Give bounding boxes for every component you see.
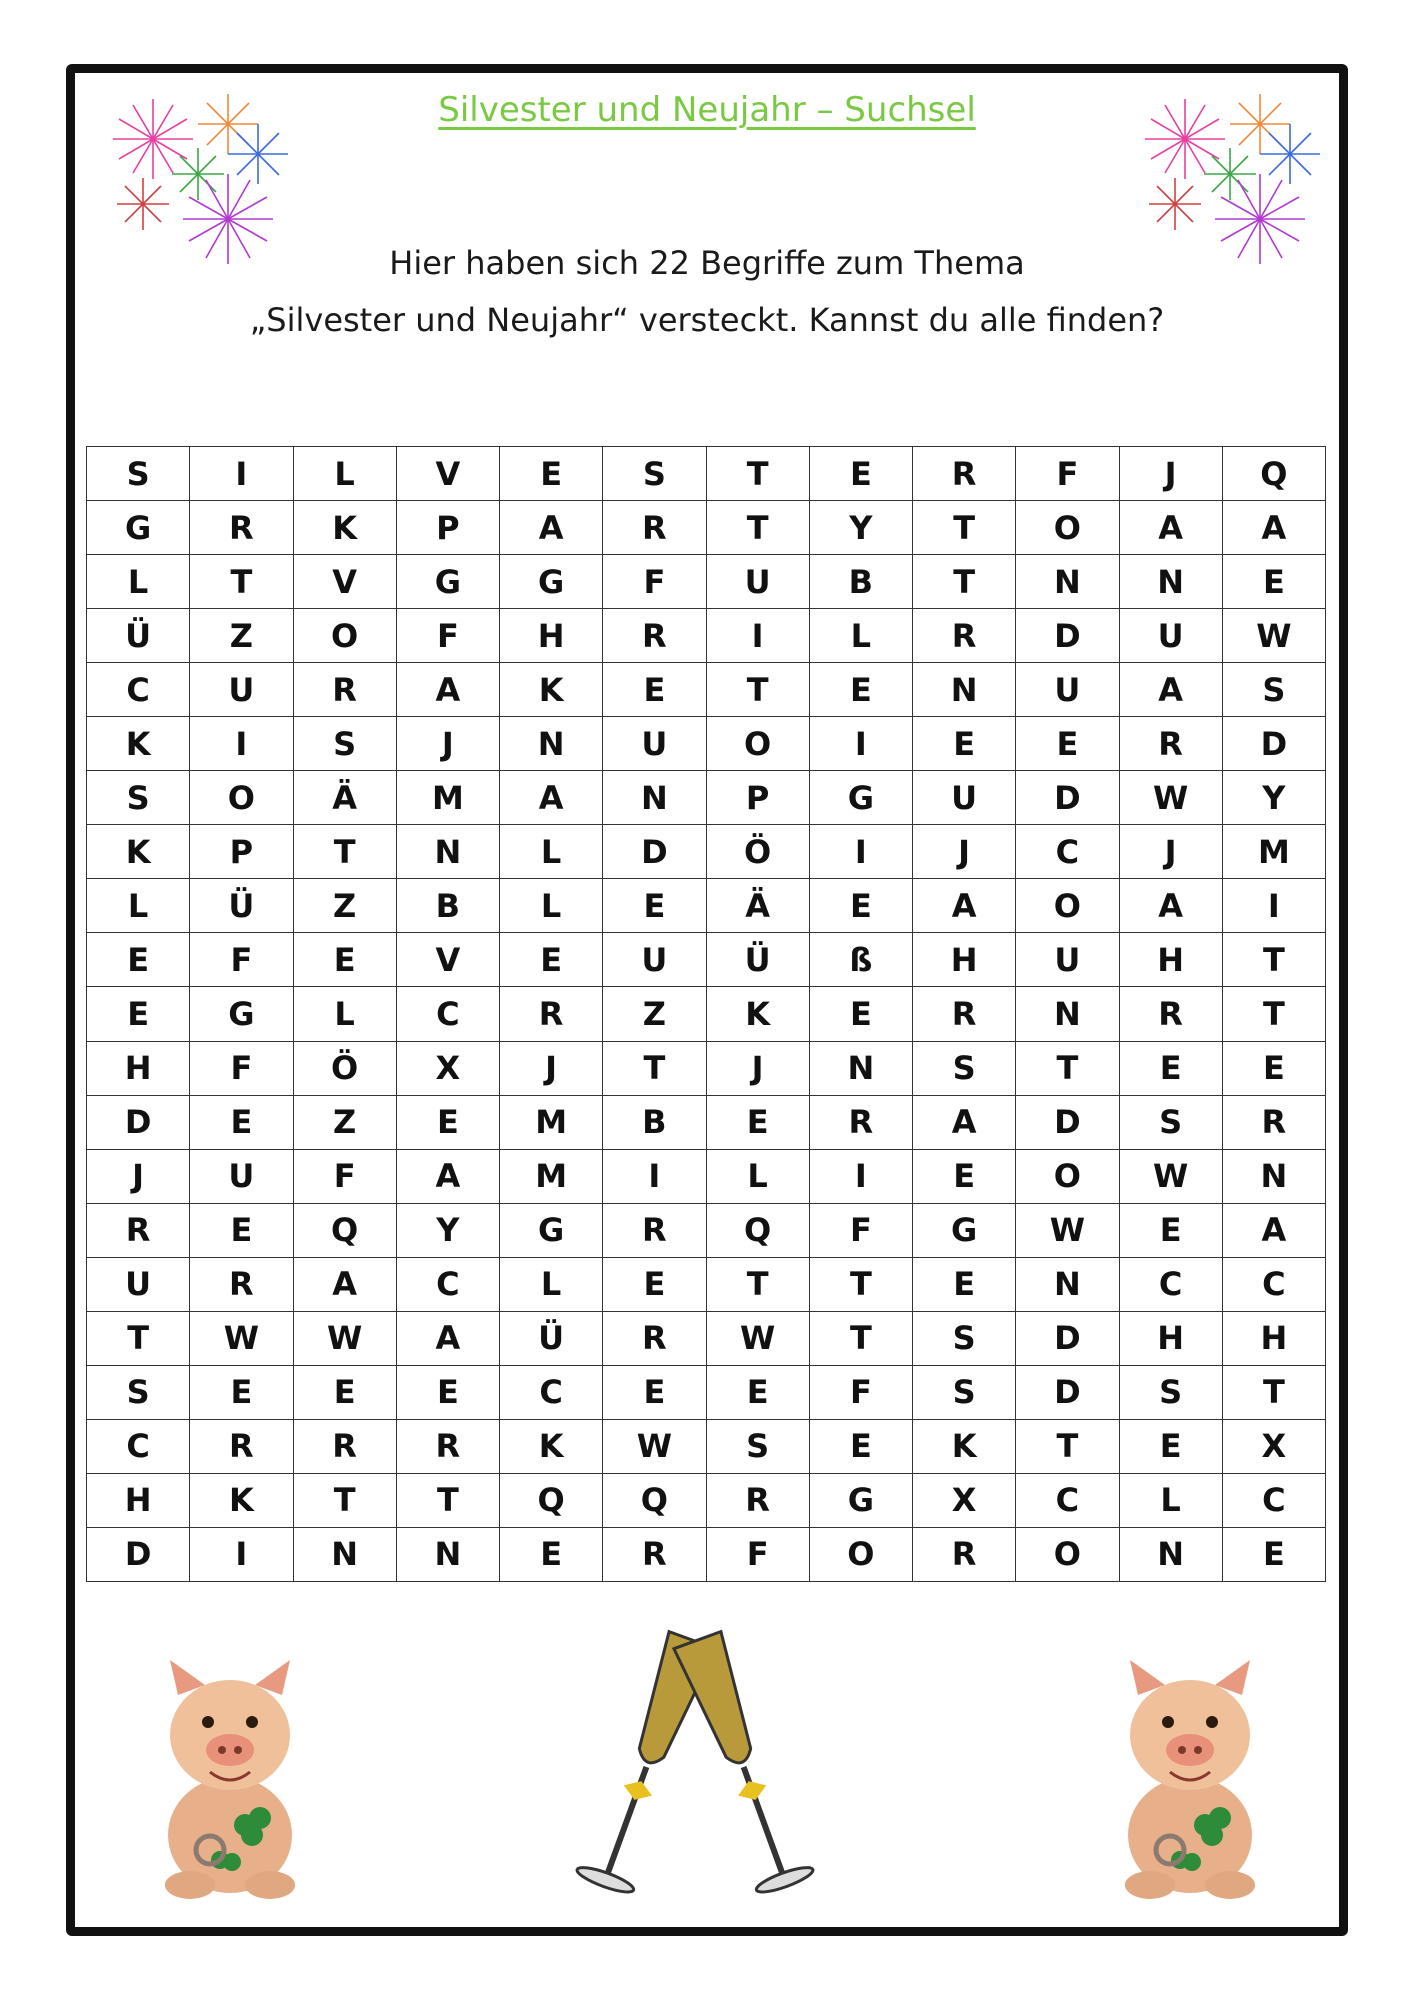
grid-cell[interactable]: L — [706, 1149, 809, 1203]
grid-cell[interactable]: E — [913, 1149, 1016, 1203]
grid-cell[interactable]: E — [809, 1419, 912, 1473]
grid-cell[interactable]: Ö — [293, 1041, 396, 1095]
grid-cell[interactable]: R — [809, 1095, 912, 1149]
grid-cell[interactable]: E — [396, 1095, 499, 1149]
grid-cell[interactable]: T — [87, 1311, 190, 1365]
grid-cell[interactable]: M — [1222, 825, 1325, 879]
grid-cell[interactable]: L — [293, 447, 396, 501]
grid-cell[interactable]: L — [500, 1257, 603, 1311]
grid-cell[interactable]: Ü — [87, 609, 190, 663]
grid-cell[interactable]: S — [87, 447, 190, 501]
grid-cell[interactable]: X — [396, 1041, 499, 1095]
grid-cell[interactable]: H — [913, 933, 1016, 987]
grid-cell[interactable]: E — [706, 1365, 809, 1419]
grid-cell[interactable]: M — [500, 1149, 603, 1203]
grid-cell[interactable]: E — [603, 879, 706, 933]
grid-cell[interactable]: K — [190, 1473, 293, 1527]
grid-cell[interactable]: R — [1119, 987, 1222, 1041]
grid-cell[interactable]: A — [396, 1149, 499, 1203]
page-title: Silvester und Neujahr – Suchsel — [438, 90, 976, 130]
grid-cell[interactable]: Y — [396, 1203, 499, 1257]
grid-cell[interactable]: U — [87, 1257, 190, 1311]
grid-cell[interactable]: D — [1016, 1311, 1119, 1365]
grid-cell[interactable]: O — [1016, 879, 1119, 933]
grid-cell[interactable]: J — [706, 1041, 809, 1095]
grid-cell[interactable]: I — [190, 447, 293, 501]
letter-table — [86, 446, 1326, 1582]
grid-cell[interactable]: Q — [1222, 447, 1325, 501]
grid-cell[interactable]: X — [1222, 1419, 1325, 1473]
grid-cell[interactable]: A — [1119, 879, 1222, 933]
grid-cell[interactable]: T — [293, 825, 396, 879]
grid-cell[interactable]: U — [913, 771, 1016, 825]
grid-cell[interactable]: S — [87, 1365, 190, 1419]
grid-cell[interactable]: O — [706, 717, 809, 771]
grid-cell[interactable]: D — [87, 1527, 190, 1581]
grid-cell[interactable]: Y — [1222, 771, 1325, 825]
lucky-pig-icon — [150, 1650, 310, 1900]
grid-cell[interactable]: R — [190, 501, 293, 555]
grid-cell[interactable]: T — [1016, 1041, 1119, 1095]
grid-cell[interactable]: Y — [809, 501, 912, 555]
grid-cell[interactable]: D — [87, 1095, 190, 1149]
grid-cell[interactable]: H — [87, 1041, 190, 1095]
grid-cell[interactable]: I — [1222, 879, 1325, 933]
lucky-pig-icon — [1110, 1650, 1270, 1900]
grid-cell[interactable]: F — [293, 1149, 396, 1203]
grid-cell[interactable]: N — [913, 663, 1016, 717]
grid-cell[interactable]: W — [1119, 1149, 1222, 1203]
grid-cell[interactable]: L — [87, 879, 190, 933]
grid-cell[interactable]: E — [190, 1095, 293, 1149]
grid-row — [87, 1473, 1326, 1527]
grid-cell[interactable]: A — [293, 1257, 396, 1311]
grid-cell[interactable]: F — [809, 1365, 912, 1419]
grid-cell[interactable]: R — [603, 1203, 706, 1257]
grid-cell[interactable]: F — [809, 1203, 912, 1257]
grid-cell[interactable]: W — [190, 1311, 293, 1365]
grid-cell[interactable]: H — [1222, 1311, 1325, 1365]
grid-row — [87, 1257, 1326, 1311]
grid-cell[interactable]: E — [1222, 555, 1325, 609]
grid-cell[interactable]: B — [603, 1095, 706, 1149]
grid-cell[interactable]: F — [1016, 447, 1119, 501]
grid-cell[interactable]: W — [1016, 1203, 1119, 1257]
grid-cell[interactable]: E — [190, 1365, 293, 1419]
grid-cell[interactable]: P — [396, 501, 499, 555]
grid-cell[interactable]: E — [913, 1257, 1016, 1311]
grid-cell[interactable]: N — [1222, 1149, 1325, 1203]
grid-cell[interactable]: L — [1119, 1473, 1222, 1527]
grid-cell[interactable]: G — [500, 1203, 603, 1257]
grid-cell[interactable]: R — [190, 1419, 293, 1473]
grid-cell[interactable]: O — [293, 609, 396, 663]
grid-row — [87, 987, 1326, 1041]
grid-cell[interactable]: E — [603, 1365, 706, 1419]
grid-cell[interactable]: R — [913, 609, 1016, 663]
grid-cell[interactable]: C — [1222, 1257, 1325, 1311]
grid-cell[interactable]: N — [396, 1527, 499, 1581]
grid-cell[interactable]: N — [1016, 987, 1119, 1041]
grid-cell[interactable]: L — [500, 879, 603, 933]
grid-cell[interactable]: L — [809, 609, 912, 663]
grid-cell[interactable]: J — [1119, 825, 1222, 879]
grid-cell[interactable]: F — [190, 1041, 293, 1095]
grid-cell[interactable]: U — [190, 1149, 293, 1203]
grid-cell[interactable]: A — [1222, 1203, 1325, 1257]
grid-cell[interactable]: Ü — [500, 1311, 603, 1365]
grid-cell[interactable]: C — [1119, 1257, 1222, 1311]
grid-cell[interactable]: S — [603, 447, 706, 501]
grid-cell[interactable]: S — [1119, 1095, 1222, 1149]
grid-cell[interactable]: T — [809, 1311, 912, 1365]
grid-cell[interactable]: A — [1222, 501, 1325, 555]
grid-row — [87, 879, 1326, 933]
grid-cell[interactable]: U — [1016, 663, 1119, 717]
grid-cell[interactable]: N — [500, 717, 603, 771]
grid-cell[interactable]: K — [293, 501, 396, 555]
grid-cell[interactable]: Ü — [706, 933, 809, 987]
grid-row — [87, 825, 1326, 879]
grid-row — [87, 933, 1326, 987]
grid-cell[interactable]: R — [396, 1419, 499, 1473]
grid-cell[interactable]: E — [1119, 1419, 1222, 1473]
grid-cell[interactable]: T — [1222, 987, 1325, 1041]
grid-cell[interactable]: T — [1222, 1365, 1325, 1419]
grid-cell[interactable]: T — [1016, 1419, 1119, 1473]
grid-cell[interactable]: E — [500, 933, 603, 987]
grid-cell[interactable]: C — [396, 1257, 499, 1311]
intro-line-1: Hier haben sich 22 Begriffe zum Thema — [389, 244, 1025, 282]
grid-cell[interactable]: K — [87, 825, 190, 879]
grid-cell[interactable]: O — [1016, 1527, 1119, 1581]
grid-cell[interactable]: R — [913, 987, 1016, 1041]
grid-cell[interactable]: I — [190, 717, 293, 771]
grid-cell[interactable]: E — [293, 1365, 396, 1419]
grid-cell[interactable]: Z — [293, 879, 396, 933]
grid-cell[interactable]: N — [603, 771, 706, 825]
grid-cell[interactable]: H — [1119, 933, 1222, 987]
grid-cell[interactable]: E — [190, 1203, 293, 1257]
grid-cell[interactable]: J — [913, 825, 1016, 879]
grid-cell[interactable]: F — [396, 609, 499, 663]
grid-row — [87, 1365, 1326, 1419]
grid-cell[interactable]: N — [1119, 555, 1222, 609]
grid-cell[interactable]: O — [1016, 501, 1119, 555]
grid-cell[interactable]: A — [1119, 501, 1222, 555]
grid-cell[interactable]: T — [1222, 933, 1325, 987]
grid-cell[interactable]: A — [1119, 663, 1222, 717]
grid-cell[interactable]: E — [809, 447, 912, 501]
grid-cell[interactable]: E — [1222, 1041, 1325, 1095]
grid-cell[interactable]: T — [190, 555, 293, 609]
grid-row — [87, 555, 1326, 609]
grid-cell[interactable]: C — [87, 1419, 190, 1473]
grid-cell[interactable]: T — [603, 1041, 706, 1095]
grid-cell[interactable]: T — [396, 1473, 499, 1527]
grid-cell[interactable]: Z — [293, 1095, 396, 1149]
grid-cell[interactable]: E — [706, 1095, 809, 1149]
grid-cell[interactable]: N — [396, 825, 499, 879]
word-search-grid — [86, 446, 1326, 1582]
grid-cell[interactable]: E — [1016, 717, 1119, 771]
grid-cell[interactable]: Q — [603, 1473, 706, 1527]
grid-cell[interactable]: N — [1016, 555, 1119, 609]
grid-cell[interactable]: R — [1119, 717, 1222, 771]
grid-cell[interactable]: K — [500, 1419, 603, 1473]
grid-cell[interactable]: C — [87, 663, 190, 717]
grid-cell[interactable]: S — [913, 1311, 1016, 1365]
grid-cell[interactable]: C — [1016, 825, 1119, 879]
grid-cell[interactable]: B — [809, 555, 912, 609]
grid-cell[interactable]: I — [809, 717, 912, 771]
champagne-glasses-icon — [530, 1620, 860, 1920]
grid-row — [87, 1311, 1326, 1365]
grid-cell[interactable]: Q — [500, 1473, 603, 1527]
grid-cell[interactable]: D — [1016, 1095, 1119, 1149]
grid-cell[interactable]: E — [1119, 1203, 1222, 1257]
grid-cell[interactable]: I — [706, 609, 809, 663]
grid-cell[interactable]: U — [190, 663, 293, 717]
grid-cell[interactable]: S — [706, 1419, 809, 1473]
grid-row — [87, 609, 1326, 663]
grid-cell[interactable]: G — [809, 1473, 912, 1527]
grid-cell[interactable]: K — [87, 717, 190, 771]
grid-cell[interactable]: E — [396, 1365, 499, 1419]
grid-cell[interactable]: E — [87, 987, 190, 1041]
grid-cell[interactable]: V — [396, 933, 499, 987]
grid-cell[interactable]: T — [706, 447, 809, 501]
grid-cell[interactable]: T — [913, 501, 1016, 555]
grid-cell[interactable]: F — [603, 555, 706, 609]
grid-cell[interactable]: J — [396, 717, 499, 771]
grid-cell[interactable]: E — [809, 879, 912, 933]
grid-cell[interactable]: S — [293, 717, 396, 771]
grid-cell[interactable]: P — [190, 825, 293, 879]
grid-cell[interactable]: N — [1016, 1257, 1119, 1311]
grid-cell[interactable]: S — [87, 771, 190, 825]
grid-cell[interactable]: Ä — [706, 879, 809, 933]
grid-cell[interactable]: T — [706, 663, 809, 717]
grid-cell[interactable]: W — [293, 1311, 396, 1365]
grid-cell[interactable]: E — [293, 933, 396, 987]
grid-cell[interactable]: U — [706, 555, 809, 609]
grid-cell[interactable]: G — [809, 771, 912, 825]
grid-cell[interactable]: Q — [293, 1203, 396, 1257]
grid-row — [87, 501, 1326, 555]
grid-cell[interactable]: D — [1016, 1365, 1119, 1419]
grid-cell[interactable]: V — [293, 555, 396, 609]
grid-cell[interactable]: W — [1222, 609, 1325, 663]
grid-cell[interactable]: E — [603, 1257, 706, 1311]
grid-cell[interactable]: N — [809, 1041, 912, 1095]
grid-cell[interactable]: I — [190, 1527, 293, 1581]
grid-cell[interactable]: W — [706, 1311, 809, 1365]
grid-cell[interactable]: L — [87, 555, 190, 609]
grid-cell[interactable]: E — [1119, 1041, 1222, 1095]
grid-cell[interactable]: U — [603, 933, 706, 987]
grid-cell[interactable]: E — [500, 1527, 603, 1581]
grid-cell[interactable]: C — [396, 987, 499, 1041]
grid-row — [87, 663, 1326, 717]
grid-cell[interactable]: G — [190, 987, 293, 1041]
grid-cell[interactable]: H — [500, 609, 603, 663]
grid-cell[interactable]: G — [396, 555, 499, 609]
grid-cell[interactable]: X — [913, 1473, 1016, 1527]
grid-cell[interactable]: E — [913, 717, 1016, 771]
grid-cell[interactable]: N — [293, 1527, 396, 1581]
grid-cell[interactable]: E — [809, 663, 912, 717]
grid-cell[interactable]: A — [913, 1095, 1016, 1149]
grid-cell[interactable]: U — [603, 717, 706, 771]
grid-cell[interactable]: Ü — [190, 879, 293, 933]
grid-cell[interactable]: D — [603, 825, 706, 879]
grid-cell[interactable]: I — [809, 825, 912, 879]
grid-cell[interactable]: R — [706, 1473, 809, 1527]
grid-cell[interactable]: E — [809, 987, 912, 1041]
grid-cell[interactable]: O — [1016, 1149, 1119, 1203]
grid-cell[interactable]: G — [500, 555, 603, 609]
grid-row — [87, 771, 1326, 825]
grid-cell[interactable]: V — [396, 447, 499, 501]
grid-cell[interactable]: T — [809, 1257, 912, 1311]
grid-cell[interactable]: R — [603, 609, 706, 663]
grid-cell[interactable]: K — [706, 987, 809, 1041]
grid-cell[interactable]: U — [1016, 933, 1119, 987]
grid-cell[interactable]: A — [913, 879, 1016, 933]
grid-cell[interactable]: A — [500, 501, 603, 555]
grid-cell[interactable]: J — [500, 1041, 603, 1095]
grid-cell[interactable]: R — [603, 1527, 706, 1581]
grid-cell[interactable]: G — [87, 501, 190, 555]
grid-cell[interactable]: B — [396, 879, 499, 933]
grid-cell[interactable]: J — [87, 1149, 190, 1203]
grid-cell[interactable]: ß — [809, 933, 912, 987]
grid-row — [87, 1203, 1326, 1257]
grid-cell[interactable]: Z — [603, 987, 706, 1041]
grid-cell[interactable]: E — [87, 933, 190, 987]
grid-cell[interactable]: S — [1222, 663, 1325, 717]
grid-row — [87, 717, 1326, 771]
grid-cell[interactable]: C — [500, 1365, 603, 1419]
grid-cell[interactable]: U — [1119, 609, 1222, 663]
grid-cell[interactable]: R — [1222, 1095, 1325, 1149]
grid-cell[interactable]: S — [1119, 1365, 1222, 1419]
grid-cell[interactable]: Q — [706, 1203, 809, 1257]
grid-row — [87, 1419, 1326, 1473]
grid-cell[interactable]: M — [396, 771, 499, 825]
grid-cell[interactable]: R — [190, 1257, 293, 1311]
grid-cell[interactable]: E — [603, 663, 706, 717]
grid-cell[interactable]: T — [706, 1257, 809, 1311]
grid-cell[interactable]: E — [1222, 1527, 1325, 1581]
grid-cell[interactable]: N — [1119, 1527, 1222, 1581]
grid-cell[interactable]: K — [500, 663, 603, 717]
grid-cell[interactable]: C — [1222, 1473, 1325, 1527]
grid-cell[interactable]: A — [396, 663, 499, 717]
grid-cell[interactable]: K — [913, 1419, 1016, 1473]
grid-cell[interactable]: I — [603, 1149, 706, 1203]
grid-cell[interactable]: C — [1016, 1473, 1119, 1527]
grid-row — [87, 1041, 1326, 1095]
grid-row — [87, 1095, 1326, 1149]
grid-cell[interactable]: W — [1119, 771, 1222, 825]
grid-cell[interactable]: H — [1119, 1311, 1222, 1365]
grid-cell[interactable]: A — [500, 771, 603, 825]
grid-cell[interactable]: S — [913, 1041, 1016, 1095]
grid-cell[interactable]: T — [913, 555, 1016, 609]
grid-cell[interactable]: A — [396, 1311, 499, 1365]
grid-cell[interactable]: L — [293, 987, 396, 1041]
grid-cell[interactable]: O — [190, 771, 293, 825]
grid-row — [87, 447, 1326, 501]
grid-cell[interactable]: P — [706, 771, 809, 825]
grid-cell[interactable]: R — [293, 1419, 396, 1473]
grid-cell[interactable]: I — [809, 1149, 912, 1203]
grid-cell[interactable]: D — [1016, 609, 1119, 663]
grid-cell[interactable]: O — [809, 1527, 912, 1581]
grid-cell[interactable]: J — [1119, 447, 1222, 501]
grid-cell[interactable]: E — [500, 447, 603, 501]
grid-cell[interactable]: R — [87, 1203, 190, 1257]
grid-cell[interactable]: R — [913, 1527, 1016, 1581]
intro-line-2: „Silvester und Neujahr“ versteckt. Kannst du alle finden? — [249, 301, 1165, 339]
grid-cell[interactable]: H — [87, 1473, 190, 1527]
grid-cell[interactable]: D — [1016, 771, 1119, 825]
grid-cell[interactable]: G — [913, 1203, 1016, 1257]
grid-cell[interactable]: T — [706, 501, 809, 555]
grid-cell[interactable]: S — [913, 1365, 1016, 1419]
grid-cell[interactable]: Ö — [706, 825, 809, 879]
grid-cell[interactable]: R — [500, 987, 603, 1041]
grid-row — [87, 1149, 1326, 1203]
grid-row — [87, 1527, 1326, 1581]
grid-cell[interactable]: R — [913, 447, 1016, 501]
grid-cell[interactable]: Z — [190, 609, 293, 663]
grid-cell[interactable]: M — [500, 1095, 603, 1149]
grid-cell[interactable]: F — [190, 933, 293, 987]
grid-cell[interactable]: D — [1222, 717, 1325, 771]
grid-cell[interactable]: Ä — [293, 771, 396, 825]
grid-cell[interactable]: F — [706, 1527, 809, 1581]
grid-cell[interactable]: R — [603, 1311, 706, 1365]
grid-cell[interactable]: W — [603, 1419, 706, 1473]
grid-cell[interactable]: L — [500, 825, 603, 879]
grid-cell[interactable]: R — [293, 663, 396, 717]
grid-cell[interactable]: R — [603, 501, 706, 555]
grid-cell[interactable]: T — [293, 1473, 396, 1527]
